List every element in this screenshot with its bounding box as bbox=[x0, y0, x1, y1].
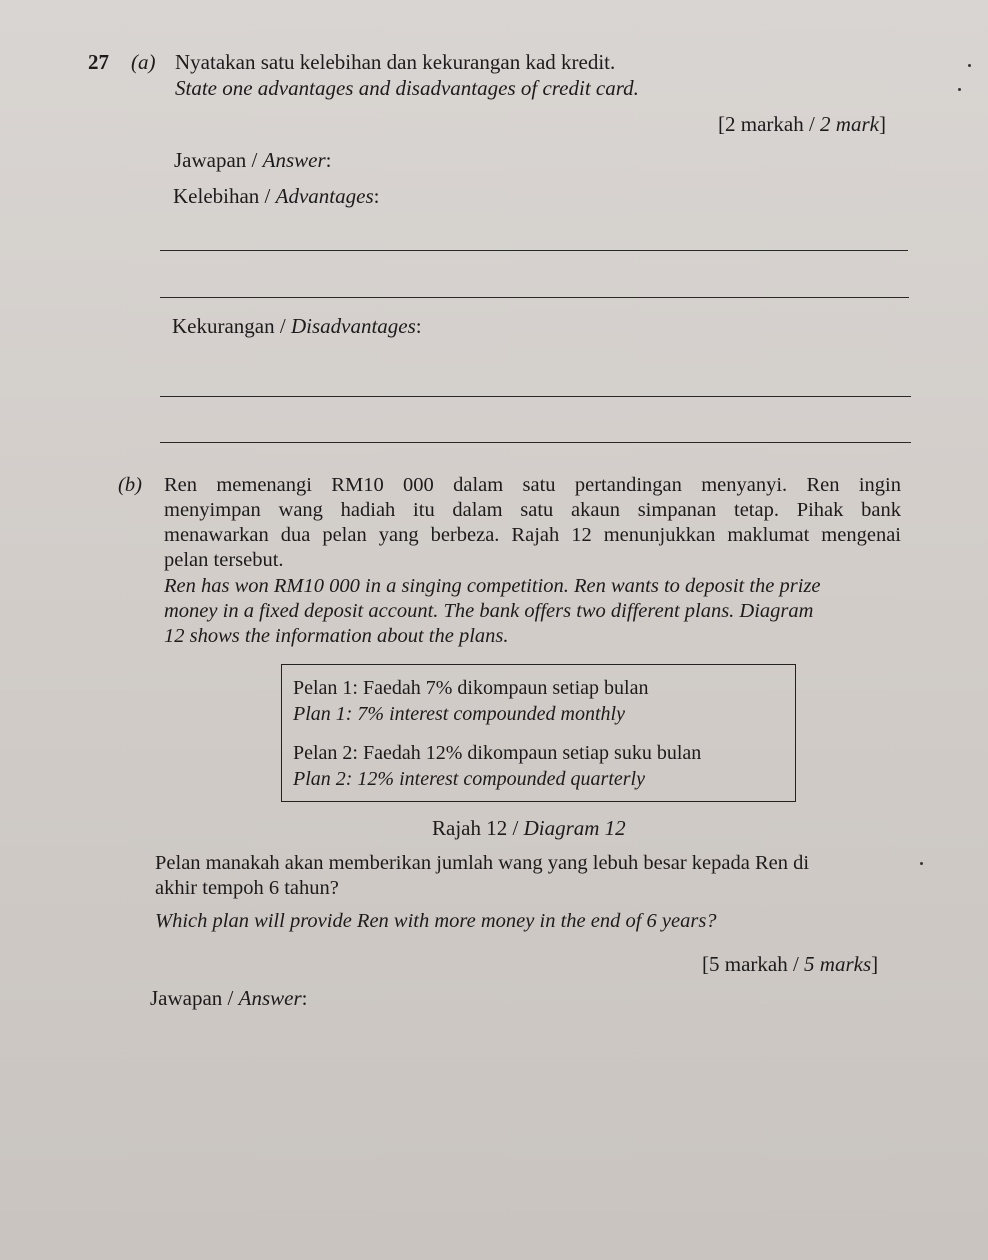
diagram-12-box bbox=[281, 664, 796, 802]
part-b-marks-ms: [5 markah / bbox=[702, 952, 805, 976]
part-b-ms-line-2: menyimpan wang hadiah itu dalam satu akaun simpanan tetap. Pihak bank bbox=[164, 499, 901, 521]
diagram-caption-ms: Rajah 12 / bbox=[432, 816, 524, 840]
part-b-paragraph-ms bbox=[164, 474, 901, 572]
advantages-label-colon: : bbox=[373, 184, 380, 208]
disadvantages-answer-line-1[interactable] bbox=[160, 396, 911, 397]
plan-2-ms: Pelan 2: Faedah 12% dikompaun setiap suku bulan bbox=[293, 742, 702, 764]
part-a-answer-label bbox=[174, 148, 331, 173]
part-b-en-line-2: money in a fixed deposit account. The bank offers two different plans. Diagram bbox=[164, 600, 814, 622]
part-b-en-line-1: Ren has won RM10 000 in a singing competition. Ren wants to deposit the prize bbox=[164, 575, 821, 597]
part-b-paragraph-en bbox=[164, 575, 821, 648]
part-b-ms-line-1: Ren memenangi RM10 000 dalam satu pertandingan menyanyi. Ren ingin bbox=[164, 474, 901, 496]
answer-label-colon: : bbox=[325, 148, 332, 172]
plan-1-en: Plan 1: 7% interest compounded monthly bbox=[293, 703, 625, 725]
part-a-marks-close: ] bbox=[878, 112, 886, 136]
disadvantages-answer-line-2[interactable] bbox=[160, 442, 911, 443]
part-b-marks-close: ] bbox=[871, 952, 879, 976]
paper-speck bbox=[968, 64, 971, 67]
part-b-answer-label bbox=[150, 986, 307, 1011]
advantages-answer-line-1[interactable] bbox=[160, 250, 908, 251]
part-a-marks-en: 2 mark bbox=[820, 112, 879, 136]
part-b-answer-area[interactable] bbox=[150, 1030, 910, 1240]
advantages-label-en: Advantages bbox=[275, 184, 374, 208]
paper-speck bbox=[958, 88, 961, 91]
part-a-label: (a) bbox=[131, 50, 156, 74]
disadvantages-label-colon: : bbox=[415, 314, 422, 338]
part-b-ms-line-4: pelan tersebut. bbox=[164, 549, 284, 571]
diagram-caption-en: Diagram 12 bbox=[523, 816, 626, 840]
part-b-answer-label-en: Answer bbox=[238, 986, 302, 1010]
part-a-prompt-en: State one advantages and disadvantages of credit card. bbox=[175, 76, 639, 100]
part-b-label: (b) bbox=[118, 474, 142, 496]
advantages-answer-line-2[interactable] bbox=[160, 297, 909, 298]
part-b-marks bbox=[702, 952, 878, 977]
part-b-ms-line-3: menawarkan dua pelan yang berbeza. Rajah 12 menunjukkan maklumat mengenai bbox=[164, 524, 901, 546]
part-b-question-ms-line-2: akhir tempoh 6 tahun? bbox=[155, 877, 339, 899]
part-b-question-ms-line-1: Pelan manakah akan memberikan jumlah wang yang lebuh besar kepada Ren di bbox=[155, 852, 810, 874]
part-b-question-en: Which plan will provide Ren with more money in the end of 6 years? bbox=[155, 910, 717, 932]
disadvantages-label bbox=[172, 314, 422, 339]
part-a-marks-ms: [2 markah / bbox=[718, 112, 821, 136]
part-b-question-ms bbox=[155, 852, 809, 900]
paper-speck bbox=[920, 862, 923, 865]
question-number: 27 bbox=[88, 50, 109, 74]
part-b-answer-label-ms: Jawapan / bbox=[150, 986, 239, 1010]
diagram-caption bbox=[432, 816, 626, 841]
part-a-prompt-ms: Nyatakan satu kelebihan dan kekurangan kad kredit. bbox=[175, 50, 616, 74]
advantages-label bbox=[173, 184, 379, 209]
plan-1-ms: Pelan 1: Faedah 7% dikompaun setiap bulan bbox=[293, 677, 649, 699]
part-a-marks bbox=[718, 112, 886, 137]
answer-label-en: Answer bbox=[262, 148, 326, 172]
advantages-label-ms: Kelebihan / bbox=[173, 184, 276, 208]
part-b-en-line-3: 12 shows the information about the plans. bbox=[164, 625, 509, 647]
disadvantages-label-ms: Kekurangan / bbox=[172, 314, 291, 338]
plan-2-en: Plan 2: 12% interest compounded quarterly bbox=[293, 768, 645, 790]
answer-label-ms: Jawapan / bbox=[174, 148, 263, 172]
part-b-marks-en: 5 marks bbox=[804, 952, 872, 976]
part-b-answer-label-colon: : bbox=[301, 986, 308, 1010]
disadvantages-label-en: Disadvantages bbox=[290, 314, 416, 338]
